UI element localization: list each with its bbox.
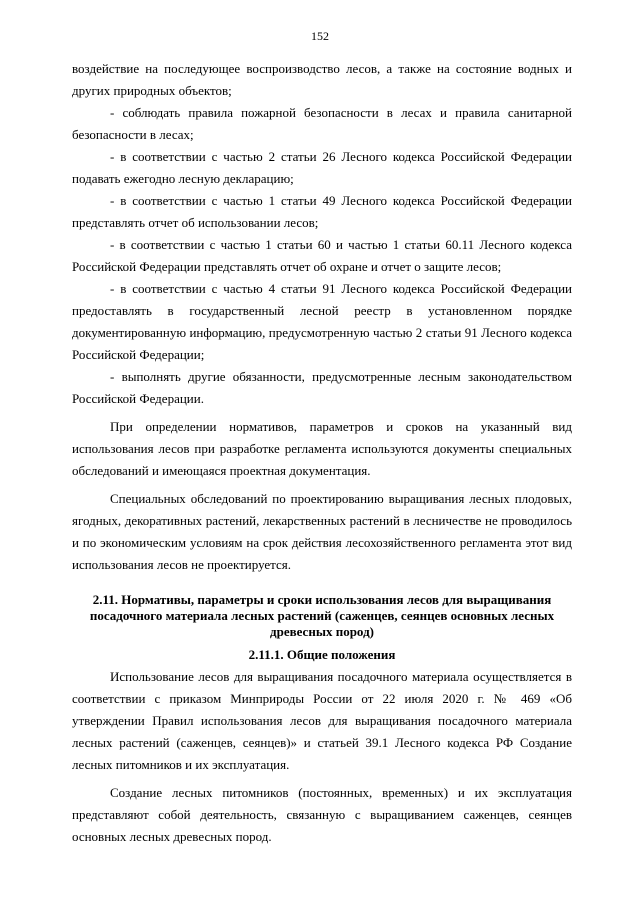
list-item-fire-safety: - соблюдать правила пожарной безопасности в лесах и правила санитарной безопасности в лесах; <box>72 105 572 142</box>
paragraph-usage-basis: Использование лесов для выращивания посадочного материала осуществляется в соответствии с приказом Минприроды России от 22 июля 2020 г. № 469 «Об утверждении Правил использования лесов для выращивания посадочного материала лесных растений (саженцев, сеянцев)» и статьей 39.1 Лесного кодекса РФ Создание лесных питомников и их эксплуатация. <box>72 669 572 772</box>
list-item-protection-report: - в соответствии с частью 1 статьи 60 и частью 1 статьи 60.11 Лесного кодекса Российской Федерации представлять отчет об охране и отчет о защите лесов; <box>72 237 572 274</box>
paragraph-continuation: воздействие на последующее воспроизводство лесов, а также на состояние водных и других природных объектов; <box>72 61 572 98</box>
page-number: 152 <box>311 29 329 43</box>
list-item-usage-report: - в соответствии с частью 1 статьи 49 Лесного кодекса Российской Федерации представлять отчет об использовании лесов; <box>72 193 572 230</box>
list-item-forest-declaration: - в соответствии с частью 2 статьи 26 Лесного кодекса Российской Федерации подавать ежегодно лесную декларацию; <box>72 149 572 186</box>
list-item-forest-registry: - в соответствии с частью 4 статьи 91 Лесного кодекса Российской Федерации предоставлять в государственный лесной реестр в установленном порядке документированную информацию, предусмотренную частью 2 статьи 91 Лесного кодекса Российской Федерации; <box>72 281 572 362</box>
paragraph-special-surveys: Специальных обследований по проектированию выращивания лесных плодовых, ягодных, декоративных растений, лекарственных растений в лесничестве не проводилось и по экономическим условиям на срок действия лесохозяйственного регламента этот вид использования лесов не проектируется. <box>72 491 572 572</box>
list-item-other-duties: - выполнять другие обязанности, предусмотренные лесным законодательством Российской Федерации. <box>72 369 572 406</box>
paragraph-nurseries: Создание лесных питомников (постоянных, временных) и их эксплуатация представляют собой деятельность, связанную с выращиванием саженцев, сеянцев основных лесных древесных пород. <box>72 785 572 844</box>
document-body <box>72 58 572 848</box>
subsection-heading: 2.11.1. Общие положения <box>248 647 396 662</box>
section-heading: 2.11. Нормативы, параметры и сроки использования лесов для выращивания посадочного материала лесных растений (саженцев, сеянцев основных лесных древесных пород) <box>89 592 555 639</box>
paragraph-norms-definition: При определении нормативов, параметров и сроков на указанный вид использования лесов при разработке регламента используются документы специальных обследований и имеющаяся проектная документация. <box>72 419 572 478</box>
